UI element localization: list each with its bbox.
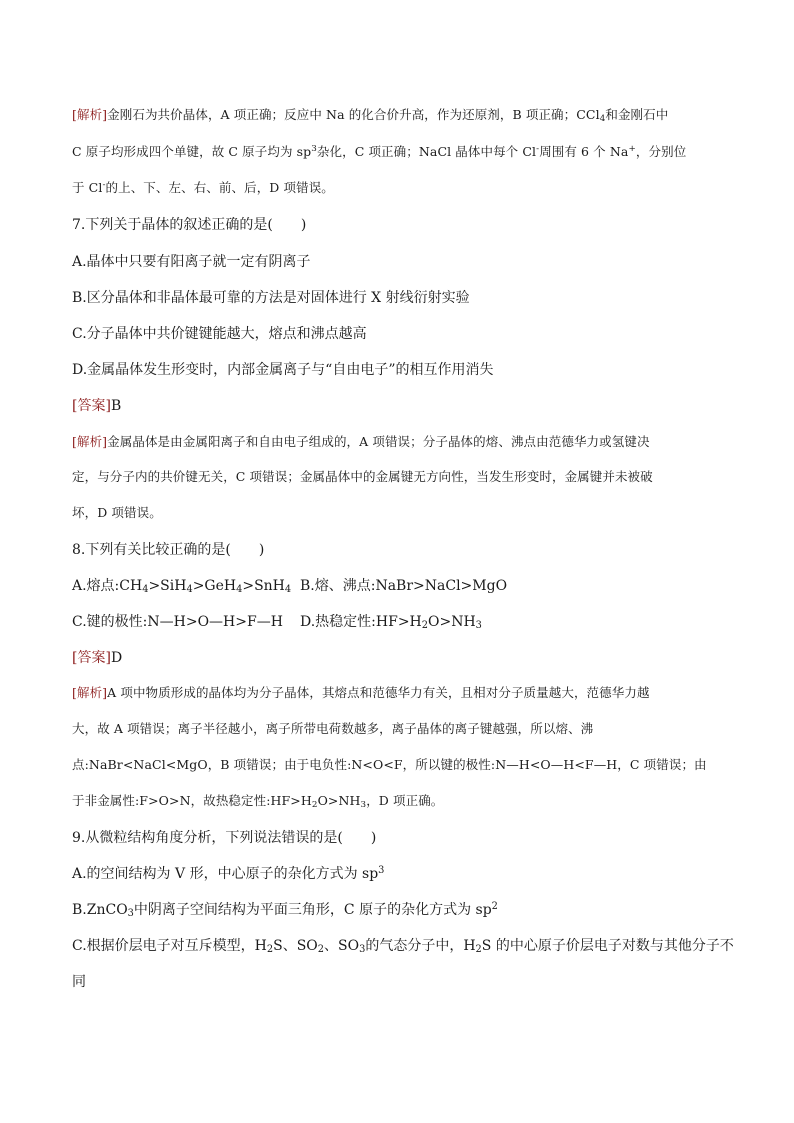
q9-option-c-line-1: C.根据价层电子对互斥模型，$H_2S$、$SO_2$、$SO_3$的气态分子中，$H_2S$ 的中心原子价层电子对数与其他分子不 (72, 938, 734, 955)
q7-analysis-line-2: 定，与分子内的共价键无关，C 项错误；金属晶体中的金属键无方向性，当发生形变时，金属键并未被破 (72, 469, 653, 484)
q8-stem: 8.下列有关比较正确的是( ) (72, 542, 265, 558)
analysis-tag: [解析] (72, 434, 108, 449)
q8-analysis-line-1: [解析]A 项中物质形成的晶体均为分子晶体，其熔点和范德华力有关，且相对分子质量越大，范德华力越 (72, 685, 650, 700)
q8-analysis-line-3: 点:NaBr<NaCl<MgO，B 项错误；由于电负性:N<O<F，所以键的极性:N—H<O—H<F—H，C 项错误；由 (72, 757, 707, 772)
q9-option-b: B.ZnCO$_3$中阴离子空间结构为平面三角形，C 原子的杂化方式为 $sp^2$ (72, 901, 498, 919)
q9-stem: 9.从微粒结构角度分析，下列说法错误的是( ) (72, 830, 377, 846)
q8-option-a: A.熔点$:CH_4>SiH_4>GeH_4>SnH_4$ (72, 578, 292, 595)
q7-option-c: C.分子晶体中共价键键能越大，熔点和沸点越高 (72, 326, 367, 342)
analysis-tag: [解析] (72, 685, 108, 700)
q8-option-c: C.键的极性:N—H>O—H>F—H (72, 614, 283, 630)
q8-options-cd (72, 611, 722, 631)
q6-analysis-line-1: [解析]金刚石为共价晶体，A 项正确；反应中 Na 的化合价升高，作为还原剂，B 项正确；CCl$_4$和金刚石中 (72, 107, 669, 124)
q8-option-b: B.熔、沸点:NaBr>NaCl>MgO (300, 578, 508, 594)
q8-options-ab (72, 575, 722, 595)
q8-analysis-line-2: 大，故 A 项错误；离子半径越小，离子所带电荷数越多，离子晶体的离子键越强，所以熔、沸 (72, 721, 594, 736)
answer-tag: [答案] (72, 398, 111, 414)
q6-analysis-line-2: C 原子均形成四个单键，故 C 原子均为 $sp^3$杂化，C 项正确；NaCl 晶体中每个 Cl-周围有 6 个 Na+，分别位 (72, 144, 687, 159)
q9-option-a: A.的空间结构为 V 形，中心原子的杂化方式为 $sp^3$ (72, 865, 385, 882)
q8-option-d: D.热稳定性$:HF>H_2O>NH_3$ (300, 614, 482, 631)
q8-analysis-line-4: 于非金属性:F>O>N，故热稳定性$:HF>H_2O>NH_3$，D 项正确。 (72, 793, 444, 810)
q7-answer: [答案]B (72, 398, 122, 414)
q8-answer: [答案]D (72, 650, 123, 666)
q7-option-d: D.金属晶体发生形变时，内部金属离子与“自由电子”的相互作用消失 (72, 362, 494, 378)
answer-tag: [答案] (72, 650, 111, 666)
q7-stem: 7.下列关于晶体的叙述正确的是( ) (72, 217, 307, 233)
q7-analysis-line-1: [解析]金属晶体是由金属阳离子和自由电子组成的，A 项错误；分子晶体的熔、沸点由范德华力或氢键决 (72, 434, 650, 449)
q9-option-c-line-2: 同 (72, 974, 86, 990)
q6-analysis-line-3: 于 Cl-的上、下、左、右、前、后，D 项错误。 (72, 180, 334, 195)
analysis-tag: [解析] (72, 107, 108, 122)
q7-analysis-line-3: 坏，D 项错误。 (72, 505, 162, 520)
q7-option-a: A.晶体中只要有阳离子就一定有阴离子 (72, 254, 311, 270)
q7-option-b: B.区分晶体和非晶体最可靠的方法是对固体进行 X 射线衍射实验 (72, 290, 470, 306)
